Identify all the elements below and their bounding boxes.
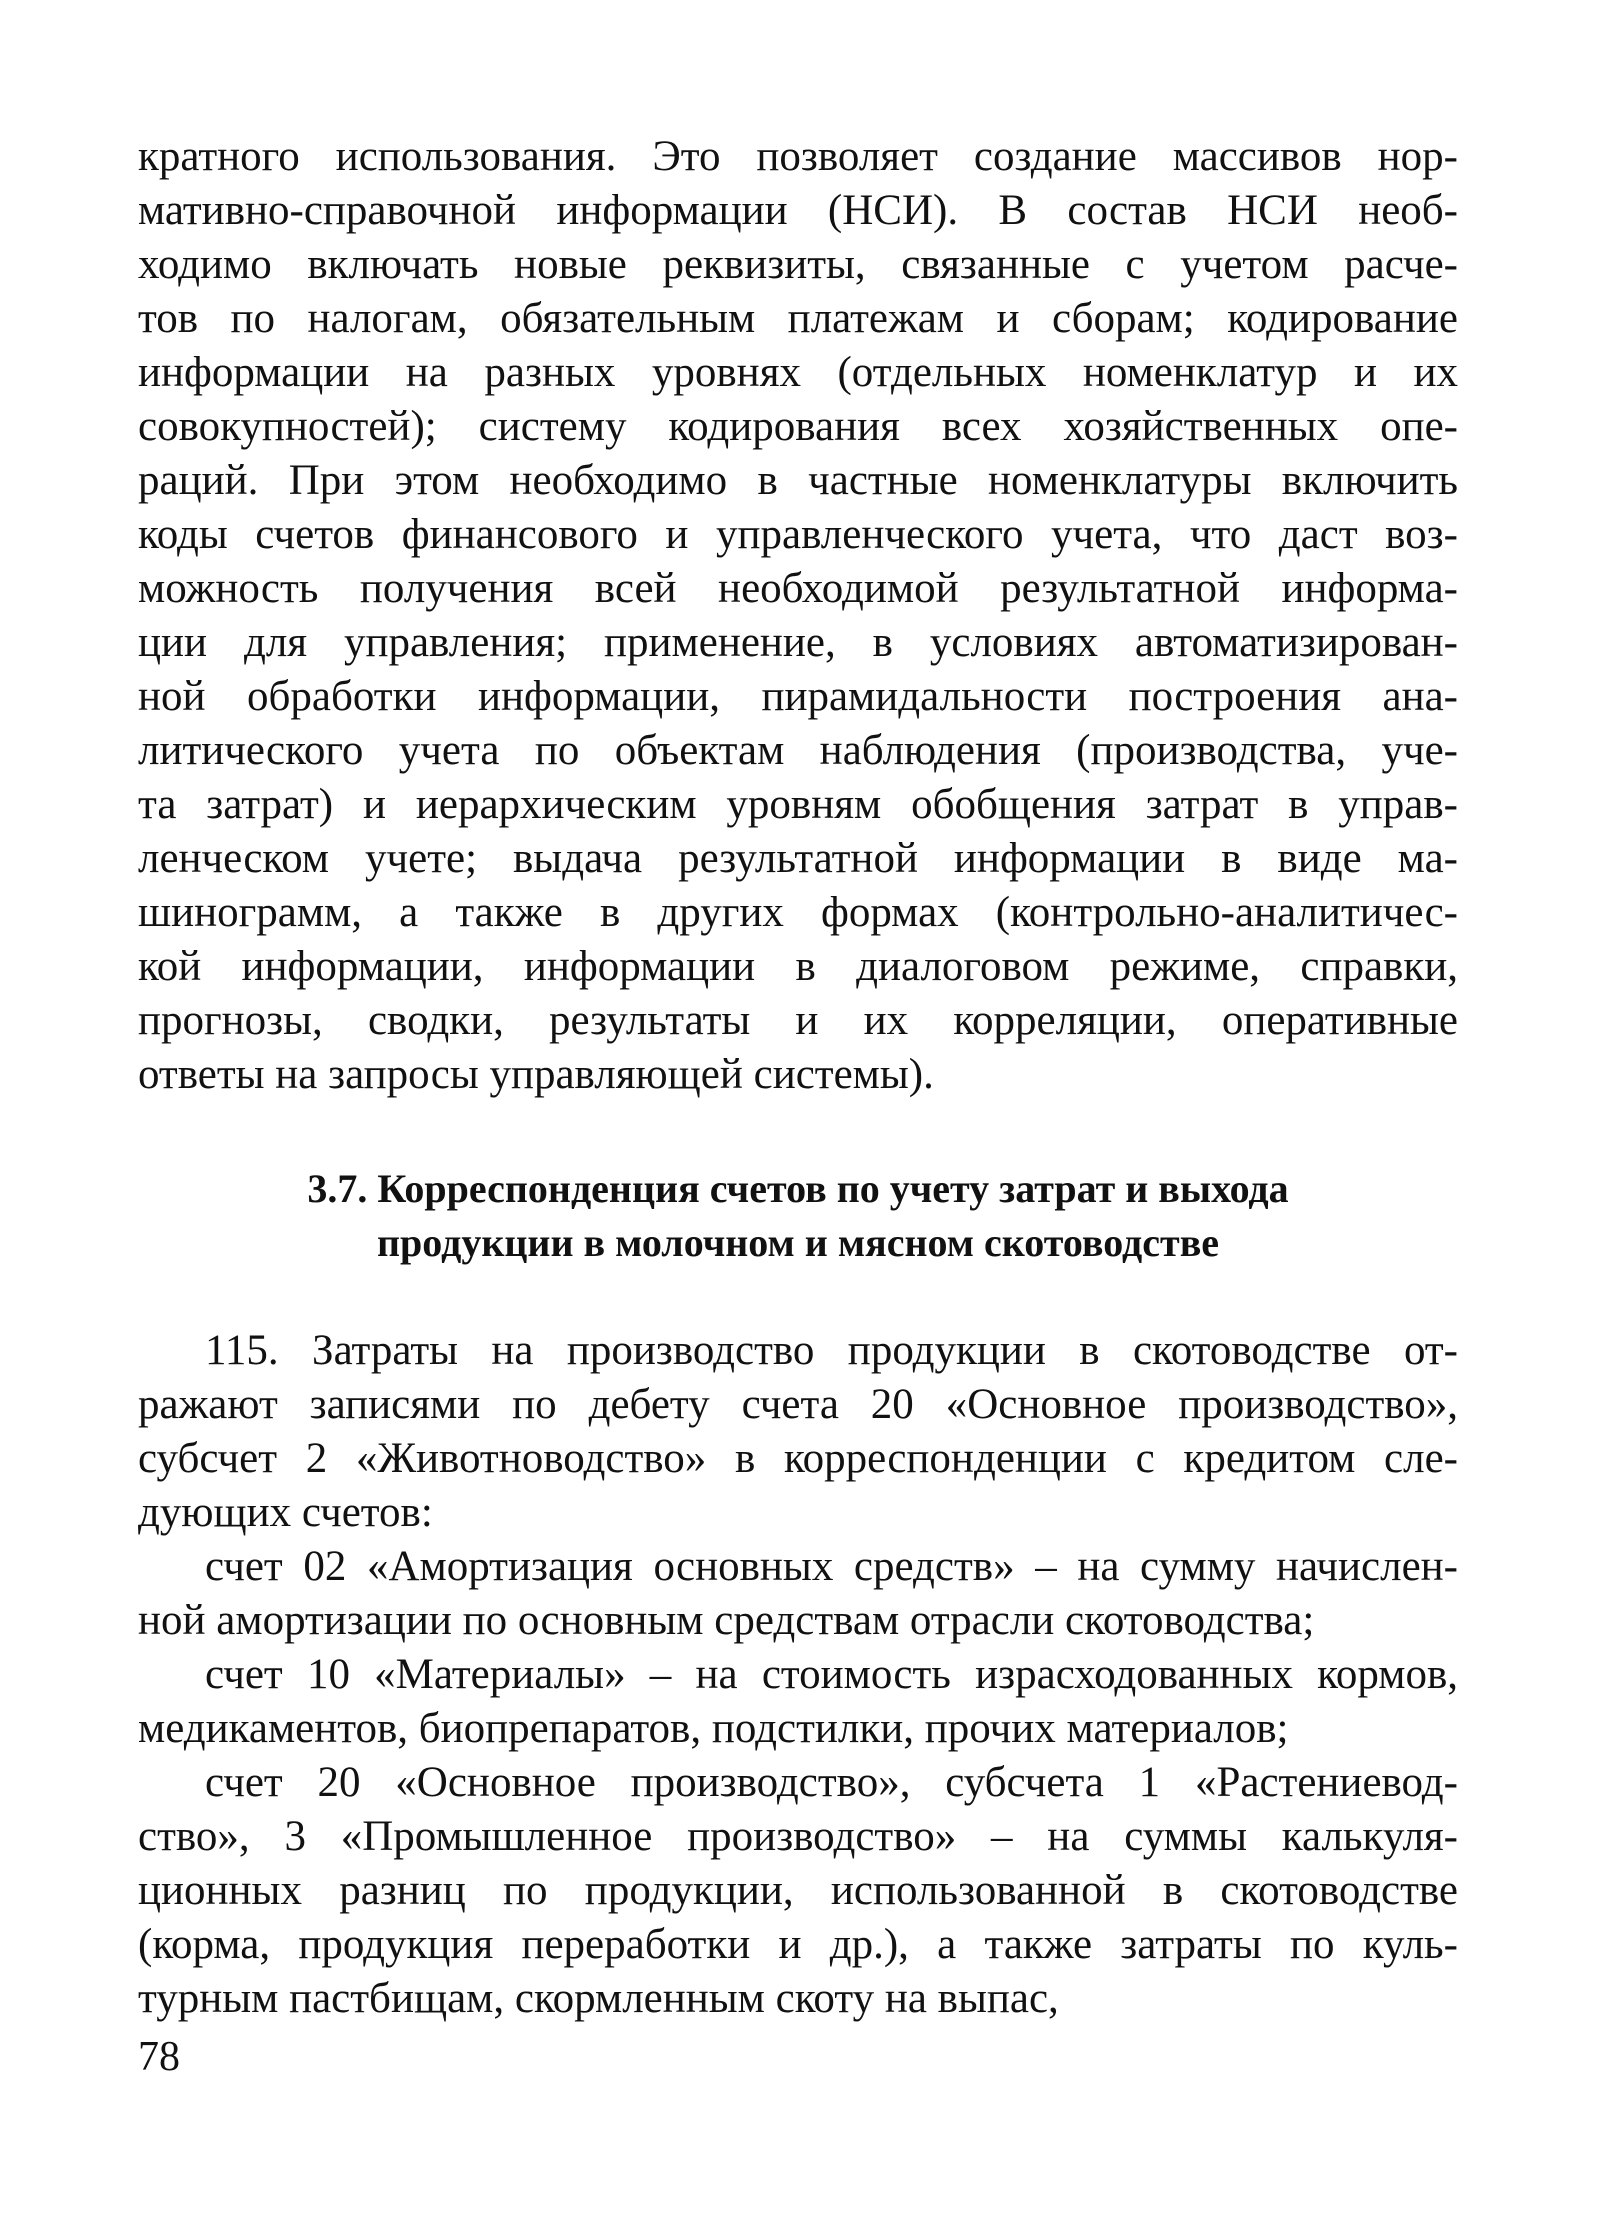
text-line: ответы на запросы управляющей системы). xyxy=(138,1051,934,1098)
text-line: дующих счетов: xyxy=(138,1489,433,1536)
text-line: мативно-справочной информации (НСИ). В состав НСИ необ- xyxy=(138,187,1458,234)
text-line: кой информации, информации в диалоговом режиме, справки, xyxy=(138,943,1458,990)
text-line: прогнозы, сводки, результаты и их корреляции, оперативные xyxy=(138,997,1458,1044)
text-line: ленческом учете; выдача результатной информации в виде ма- xyxy=(138,835,1458,882)
page-number: 78 xyxy=(138,2034,180,2080)
text-line: коды счетов финансового и управленческого учета, что даст воз- xyxy=(138,511,1458,558)
text-line: литического учета по объектам наблюдения (производства, уче- xyxy=(138,727,1458,774)
text-line: 115. Затраты на производство продукции в скотоводстве от- xyxy=(205,1327,1458,1374)
text-line: информации на разных уровнях (отдельных номенклатур и их xyxy=(138,349,1458,396)
text-line: можность получения всей необходимой результатной информа- xyxy=(138,565,1458,612)
text-line: ции для управления; применение, в условиях автоматизирован- xyxy=(138,619,1458,666)
text-line: тов по налогам, обязательным платежам и сборам; кодирование xyxy=(138,295,1458,342)
text-line: ной амортизации по основным средствам отрасли скотоводства; xyxy=(138,1597,1315,1644)
text-line: медикаментов, биопрепаратов, подстилки, прочих материалов; xyxy=(138,1705,1289,1752)
text-line: ство», 3 «Промышленное производство» – на суммы калькуля- xyxy=(138,1813,1458,1860)
text-line: (корма, продукция переработки и др.), а также затраты по куль- xyxy=(138,1921,1458,1968)
text-line: ходимо включать новые реквизиты, связанные с учетом расче- xyxy=(138,241,1458,288)
text-line: раций. При этом необходимо в частные номенклатуры включить xyxy=(138,457,1458,504)
text-line: ционных разниц по продукции, использованной в скотоводстве xyxy=(138,1867,1458,1914)
text-line: турным пастбищам, скормленным скоту на выпас, xyxy=(138,1975,1059,2022)
text-line: ражают записями по дебету счета 20 «Основное производство», xyxy=(138,1381,1458,1428)
text-line: ной обработки информации, пирамидальности построения ана- xyxy=(138,673,1458,720)
text-line: кратного использования. Это позволяет создание массивов нор- xyxy=(138,133,1458,180)
text-line: совокупностей); систему кодирования всех хозяйственных опе- xyxy=(138,403,1458,450)
text-line: шинограмм, а также в других формах (контрольно-аналитичес- xyxy=(138,889,1458,936)
section-heading-line-1: 3.7. Корреспонденция счетов по учету затрат и выхода xyxy=(307,1166,1289,1211)
text-line: счет 20 «Основное производство», субсчета 1 «Растениевод- xyxy=(205,1759,1458,1806)
section-heading-line-2: продукции в молочном и мясном скотоводстве xyxy=(376,1220,1220,1265)
text-line: та затрат) и иерархическим уровням обобщения затрат в управ- xyxy=(138,781,1458,828)
text-line: счет 02 «Амортизация основных средств» – на сумму начислен- xyxy=(205,1543,1458,1590)
text-line: счет 10 «Материалы» – на стоимость израсходованных кормов, xyxy=(205,1651,1458,1698)
text-line: субсчет 2 «Животноводство» в корреспонденции с кредитом сле- xyxy=(138,1435,1458,1482)
